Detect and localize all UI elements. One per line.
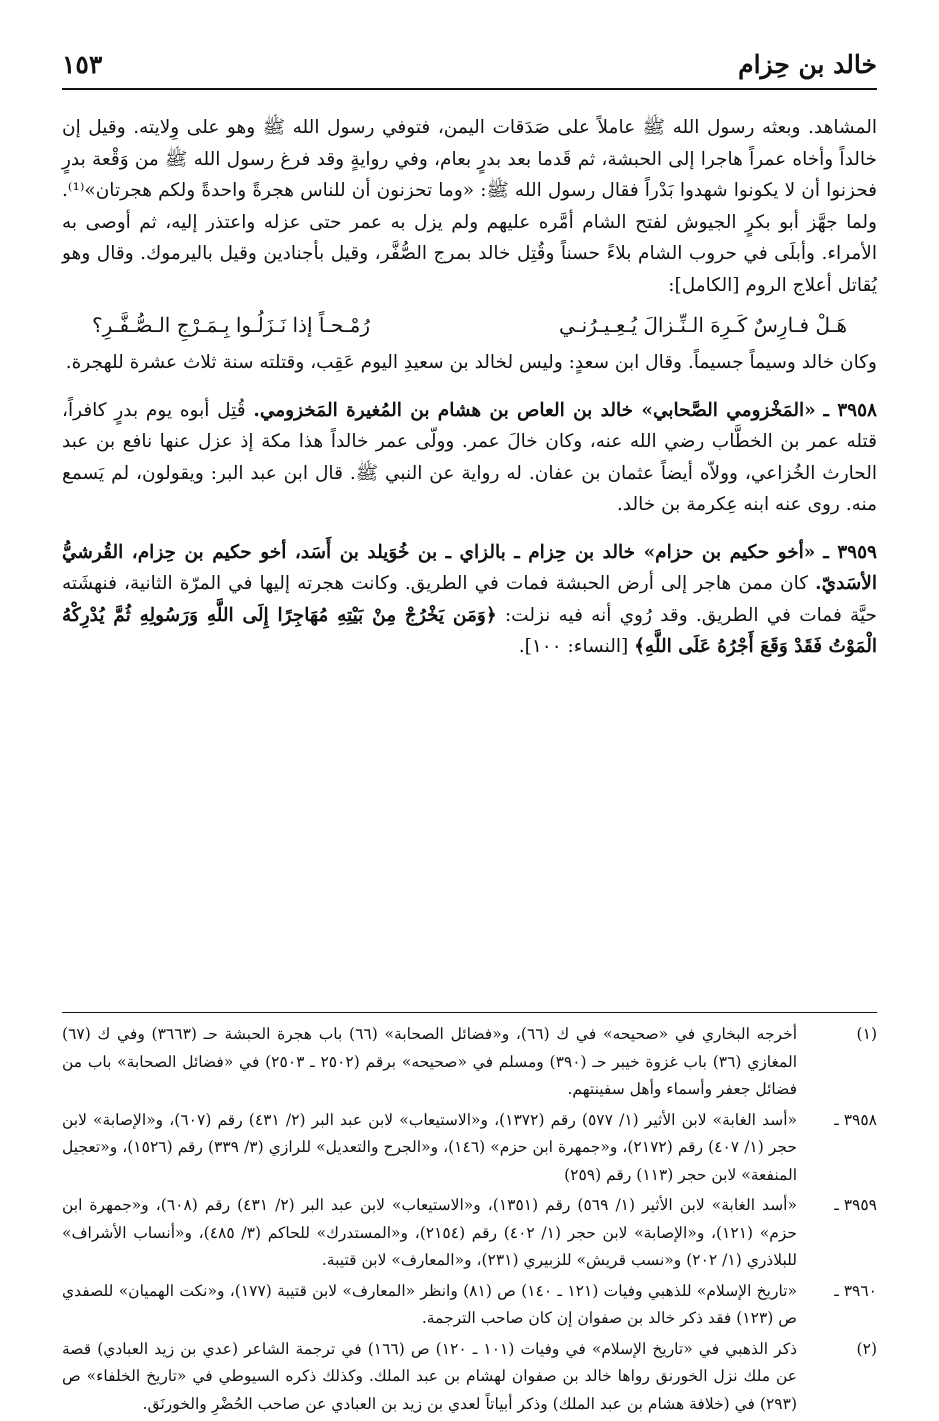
footnote-label: (١) [856,1025,877,1043]
page-number: ١٥٣ [62,50,103,79]
footnote-text: «أسد الغابة» لابن الأثير (١/ ٥٦٩) رقم (١٣٥١)، و«الاستيعاب» لابن عبد البر (٢/ ٤٣١) رقم (٦٠٨)، و«جمهرة ابن حزم» (١٢١)، و«الإصابة» لابن حجر (١/ ٤٠٢) رقم (٢١٥٤)، و«المستدرك» للحاكم (٣/ ٤٨٥)، و«أنساب الأشراف» للبلاذري (١/ ٢٠٢) و«نسب قريش» للزبيري (٢٣١)، و«المعارف» لابن قتيبة. [62,1196,797,1269]
footnote-2 [62,1336,877,1419]
main-text [62,112,877,663]
footnotes [62,1012,877,1421]
entry-heading: «أخو حكيم بن حزام» خالد بن حِزام ـ بالزاي ـ بن خُوَيلد بن أَسَد، أخو حكيم بن حِزام، القُرشيُّ الأسَديّ. [62,541,877,594]
running-title: خالد بن حِزام [738,50,877,79]
footnote-label: ٣٩٥٨ ـ [834,1110,877,1129]
quran-quote: ﴿وَمَن يَخْرُجْ مِنْ بَيْتِهِ مُهَاجِرًا إِلَى اللَّهِ وَرَسُولِهِ ثُمَّ يُدْرِكْهُ الْمَوْتُ فَقَدْ وَقَعَ أَجْرُهُ عَلَى اللَّهِ﴾ [62,604,877,657]
footnote-label: ٣٩٦٠ ـ [834,1281,877,1300]
footnote-3960 [62,1278,877,1333]
entry-body: قُتِل أبوه يوم بدرٍ كافراً، قتله عمر بن الخطَّاب رضي الله عنه، وكان خالَ عمر. وولّى عمر خالداً هذا مكة إذ عزل عنها نافع بن عبد الحارث الخُزاعي، وولاّه أيضاً عثمان بن عفان. له رواية عن النبي ﷺ. قال ابن عبد البر: ويقولون، لم يَسمع منه. روى عنه ابنه عِكرمة بن خالد. [62,399,877,515]
footnote-3958 [62,1107,877,1190]
paragraph-khalid-death: وكان خالد وسيماً جسيماً. وقال ابن سعدٍ: وليس لخالد بن سعيدِ اليوم عَقِب، وقتلته سنة ثلاث عشرة للهجرة. [65,352,877,373]
verse-second-hemistich: رُمْـحـاً إذا نَـزَلُـوا بِـمَـرْجِ الـصُّـفَّـرِ؟ [92,313,370,337]
footnote-text: ذكر الذهبي في «تاريخ الإسلام» في وفيات (١٠١ ـ ١٢٠) ص (١٦٦) في ترجمة الشاعر (عدي بن زيد العبادي) قصة عن ملك نزل الخورنق رواها خالد بن صفوان لهشام بن عبد الملك. وكذلك ذكره السيوطي في «تاريخ الخلفاء» ص (٢٩٣) في (خلافة هشام بن عبد الملك) وذكر أبياتاً لعدي بن زيد بن العبادي عن صاحب الحُضْرِ والخورنَق. [62,1339,798,1413]
entry-3958 [62,395,877,521]
entry-body: كان ممن هاجر إلى أرض الحبشة فمات في الطريق. وكانت هجرته إليها في المرّة الثانية، فنهشَته حيَّة فمات في الطريق. وقد رُوي أنه فيه نزلت: [62,573,877,626]
footnote-3959 [62,1192,877,1275]
footnote-label: (٢) [856,1339,877,1358]
entry-number: ٣٩٥٩ ـ [823,541,877,563]
verse-first-hemistich: هَـلْ فـارِسٌ كَـرِهَ الـنِّـزالَ يُـعِـيـرُنـي [559,313,847,337]
footnote-label: ٣٩٥٩ ـ [834,1196,877,1214]
entry-heading: «المَخْزومي الصَّحابي» خالد بن العاص بن هشام بن المُغيرة المَخزومي. [253,399,816,421]
footnote-text: «أسد الغابة» لابن الأثير (١/ ٥٧٧) رقم (١٣٧٢)، و«الاستيعاب» لابن عبد البر (٢/ ٤٣١) رقم (٦٠٧)، و«الإصابة» لابن حجر (١/ ٤٠٧) رقم (٢١٧٢)، و«جمهرة ابن حزم» (١٤٦)، و«الجرح والتعديل» للرازي (٣/ ٣٣٩) رقم (١٥٢٦)، و«تعجيل المنفعة» لابن حجر (١١٣) رقم (٢٥٩) [62,1110,798,1184]
footnote-text: أخرجه البخاري في «صحيحه» في ك (٦٦)، و«فضائل الصحابة» (٦٦) باب هجرة الحبشة حـ (٣٦٦٣) وفي ك (٦٧) المغازي (٣٦) باب غزوة خيبر حـ (٣٩٠) ومسلم في «صحيحه» برقم (٢٥٠٢ ـ ٢٥٠٣) في «فضائل الصحابة» باب من فضائل جعفر وأسماء وأهل سفينتهم. [62,1025,797,1098]
poetry-verse [92,309,847,341]
page-header [62,48,877,90]
footnote-text: «تاريخ الإسلام» للذهبي وفيات (١٢١ ـ ١٤٠) ص (٨١) وانظر «المعارف» لابن قتيبة (١٧٧)، و«نكت الهميان» للصفدي ص (١٢٣) فقد ذكر خالد بن صفوان إن كان صاحب الترجمة. [62,1281,798,1327]
entry-number: ٣٩٥٨ ـ [823,399,877,421]
quran-citation: [النساء: ١٠٠]. [518,636,629,657]
entry-3959 [62,537,877,663]
footnote-1 [62,1021,877,1104]
paragraph-khalid-bin-said: المشاهد. وبعثه رسول الله ﷺ عاملاً على صَدَقات اليمن، فتوفي رسول الله ﷺ وهو على وِلايته. وقيل إن خالداً وأخاه عمراً هاجرا إلى الحبشة، ثم قَدما بعد بدرٍ بعام، وفي روايةٍ وقد فرغ رسول الله ﷺ من وَقْعة بدرٍ فحزنوا أن لا يكونوا شهدوا بَدْراً فقال رسول الله ﷺ: «وما تحزنون أن للناس هجرةً واحدةً ولكم هجرتان»⁽¹⁾. ولما جهَّز أبو بكرٍ الجيوش لفتح الشام أمَّره عليهم ولم يزل به عمر حتى عزله واعتذر إليه، ثم أوصى به الأمراء. وأبلَى في حروب الشام بلاءً حسناً وقُتِل خالد بمرج الصُّفَّر، وقيل بأجنادين وقيل باليرموك. وقال وهو يُقاتل أعلاج الروم [الكامل]: [62,117,877,296]
